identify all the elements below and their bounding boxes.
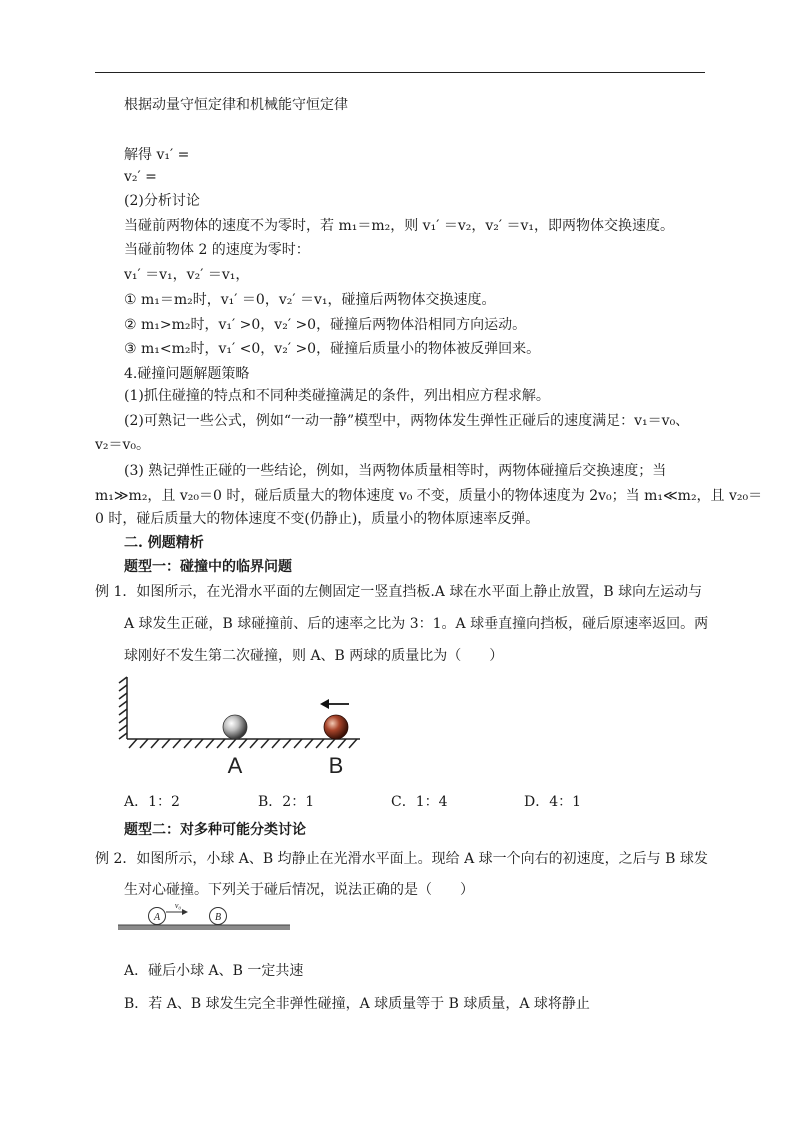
velocity-arrow-left-icon [320, 699, 349, 709]
text-line: (3) 熟记弹性正碰的一些结论，例如，当两物体质量相等时，两物体碰撞后交换速度；当 [124, 463, 667, 479]
text-line: 4.碰撞问题解题策略 [124, 366, 250, 382]
ball-a-label: A [153, 912, 161, 923]
text-line: ① m₁＝m₂时，v₁′ ＝0，v₂′ ＝v₁，碰撞后两物体交换速度。 [124, 292, 496, 308]
section-heading: 二. 例题精析 [124, 535, 204, 551]
ball-b-label: B [214, 912, 222, 923]
option-c[interactable]: C．1：4 [391, 794, 448, 810]
text-line: 0 时，碰后质量大的物体速度不变(仍静止)，质量小的物体原速率反弹。 [95, 511, 540, 527]
text-line: (1)抓住碰撞的特点和不同种类碰撞满足的条件，列出相应方程求解。 [124, 388, 550, 404]
text-line: ③ m₁<m₂时，v₁′ <0，v₂′ >0，碰撞后质量小的物体被反弹回来。 [124, 341, 541, 357]
velocity-label: v₀ [174, 901, 182, 910]
option-b[interactable]: B．2：1 [258, 794, 315, 810]
text-line: 当碰前物体 2 的速度为零时： [124, 242, 310, 258]
ground-surface [127, 739, 360, 748]
text-line: 当碰前两物体的速度不为零时，若 m₁＝m₂，则 v₁′ ＝v₂，v₂′ ＝v₁，即两物体交换速度。 [124, 218, 675, 234]
text-line: 解得 v₁′ = [124, 147, 190, 163]
option-a[interactable]: A．1：2 [124, 794, 180, 810]
text-line: ② m₁>m₂时，v₁′ >0，v₂′ >0，碰撞后两物体沿相同方向运动。 [124, 317, 527, 333]
question-text: 例 1．如图所示，在光滑水平面的左侧固定一竖直挡板.A 球在水平面上静止放置，B 球向左运动与 [95, 584, 703, 600]
question-text: 球刚好不发生第二次碰撞，则 A、B 两球的质量比为（ ） [124, 648, 504, 664]
text-line: v₂′ = [124, 169, 157, 185]
ball-a [223, 715, 247, 739]
question-text: A 球发生正碰，B 球碰撞前、后的速率之比为 3：1。A 球垂直撞向挡板，碰后原速率返回。两 [124, 616, 709, 632]
figure-collision-wall [115, 672, 365, 782]
text-line: (2)可熟记一些公式，例如“一动一静”模型中，两物体发生弹性正碰后的速度满足：v₁＝v₀、 [124, 413, 690, 429]
vertical-wall [119, 677, 127, 739]
label-a: A [227, 753, 243, 778]
subsection-heading: 题型一：碰撞中的临界问题 [124, 559, 292, 575]
text-line: m₁≫m₂，且 v₂₀＝0 时，碰后质量大的物体速度 v₀ 不变，质量小的物体速度为 2v₀；当 m₁≪m₂，且 v₂₀＝ [95, 488, 763, 504]
question-text: 例 2．如图所示，小球 A、B 均静止在光滑水平面上。现给 A 球一个向右的初速度，之后与 B 球发 [95, 851, 708, 867]
ball-b [324, 715, 348, 739]
option-a[interactable]: A．碰后小球 A、B 一定共速 [124, 963, 304, 979]
text-line: v₁′ ＝v₁，v₂′ ＝v₁， [124, 267, 250, 283]
text-line: v₂＝v₀。 [95, 437, 151, 453]
text-line: 根据动量守恒定律和机械能守恒定律 [124, 97, 348, 113]
subsection-heading: 题型二：对多种可能分类讨论 [124, 822, 306, 838]
figure-two-balls [115, 898, 295, 938]
ground-surface [118, 925, 290, 930]
option-d[interactable]: D．4：1 [524, 794, 582, 810]
option-b[interactable]: B．若 A、B 球发生完全非弹性碰撞，A 球质量等于 B 球质量，A 球将静止 [124, 996, 590, 1012]
header-rule [95, 72, 705, 73]
question-text: 生对心碰撞。下列关于碰后情况，说法正确的是（ ） [124, 882, 474, 898]
text-line: (2)分析讨论 [124, 193, 200, 209]
label-b: B [328, 753, 344, 778]
